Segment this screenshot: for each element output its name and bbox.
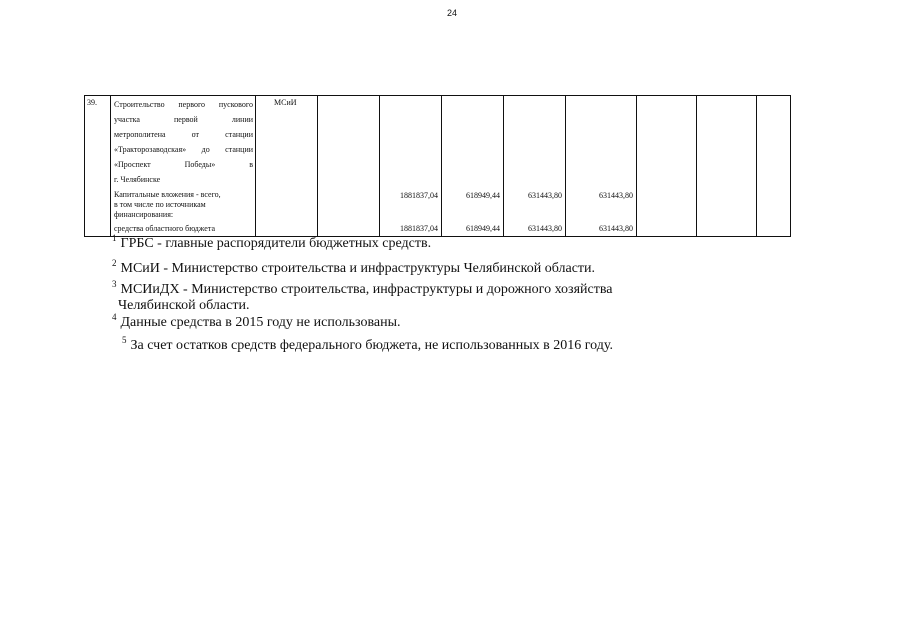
object-name-line: г. Челябинске bbox=[114, 175, 161, 184]
object-name-line: Строительство первого пускового bbox=[114, 100, 253, 109]
value-cell bbox=[442, 96, 504, 237]
investment-line: финансирования: bbox=[114, 210, 174, 219]
footnote-mark: 4 bbox=[112, 312, 117, 322]
empty-cell bbox=[318, 96, 380, 237]
total-value: 631443,80 bbox=[528, 191, 562, 200]
investment-line: Капитальные вложения - всего, bbox=[114, 190, 221, 199]
investment-label bbox=[114, 190, 253, 220]
total-value: 1881837,04 bbox=[400, 191, 438, 200]
total-value: 631443,80 bbox=[599, 191, 633, 200]
object-name-line: «Проспект Победы» в bbox=[114, 160, 253, 169]
footnote bbox=[122, 335, 613, 354]
footnote-mark: 3 bbox=[112, 279, 117, 289]
footnote bbox=[112, 279, 613, 314]
footnote-text: ГРБС - главные распорядители бюджетных средств. bbox=[120, 236, 432, 251]
object-name-line: «Тракторозаводская» до станции bbox=[114, 145, 253, 154]
object-name-cell bbox=[111, 96, 256, 237]
source-value: 1881837,04 bbox=[400, 224, 438, 233]
source-value: 618949,44 bbox=[466, 224, 500, 233]
empty-cell bbox=[697, 96, 757, 237]
grbs-cell bbox=[256, 96, 318, 237]
footnote-mark: 5 bbox=[122, 335, 127, 345]
value-cell bbox=[504, 96, 566, 237]
footnote-text: Данные средства в 2015 году не использованы. bbox=[120, 315, 401, 330]
footnote-text: МСиИ - Министерство строительства и инфраструктуры Челябинской области. bbox=[120, 261, 596, 276]
value-cell bbox=[566, 96, 637, 237]
value-cell bbox=[380, 96, 442, 237]
footnote bbox=[112, 233, 432, 252]
source-label: средства областного бюджета bbox=[114, 224, 215, 233]
footnote-mark: 2 bbox=[112, 258, 117, 268]
footnote bbox=[112, 312, 401, 331]
footnote-continuation: Челябинской области. bbox=[118, 298, 250, 313]
empty-cell bbox=[757, 96, 791, 237]
grbs-value: МСиИ bbox=[274, 98, 297, 107]
table-row bbox=[85, 96, 791, 237]
footnote bbox=[112, 258, 596, 277]
row-index: 39. bbox=[87, 98, 97, 107]
row-index-cell bbox=[85, 96, 111, 237]
source-value: 631443,80 bbox=[528, 224, 562, 233]
source-value: 631443,80 bbox=[599, 224, 633, 233]
page-number: 24 bbox=[447, 8, 458, 18]
investment-line: в том числе по источникам bbox=[114, 200, 206, 209]
footnote-text: МСИиДХ - Министерство строительства, инфраструктуры и дорожного хозяйства bbox=[120, 282, 613, 297]
empty-cell bbox=[637, 96, 697, 237]
object-name-line: метрополитена от станции bbox=[114, 130, 253, 139]
total-value: 618949,44 bbox=[466, 191, 500, 200]
object-name-line: участка первой линии bbox=[114, 115, 253, 124]
object-name bbox=[114, 97, 253, 187]
footnote-mark: 1 bbox=[112, 233, 117, 243]
footnote-text: За счет остатков средств федерального бюджета, не использованных в 2016 году. bbox=[130, 338, 613, 353]
budget-table bbox=[84, 95, 790, 237]
